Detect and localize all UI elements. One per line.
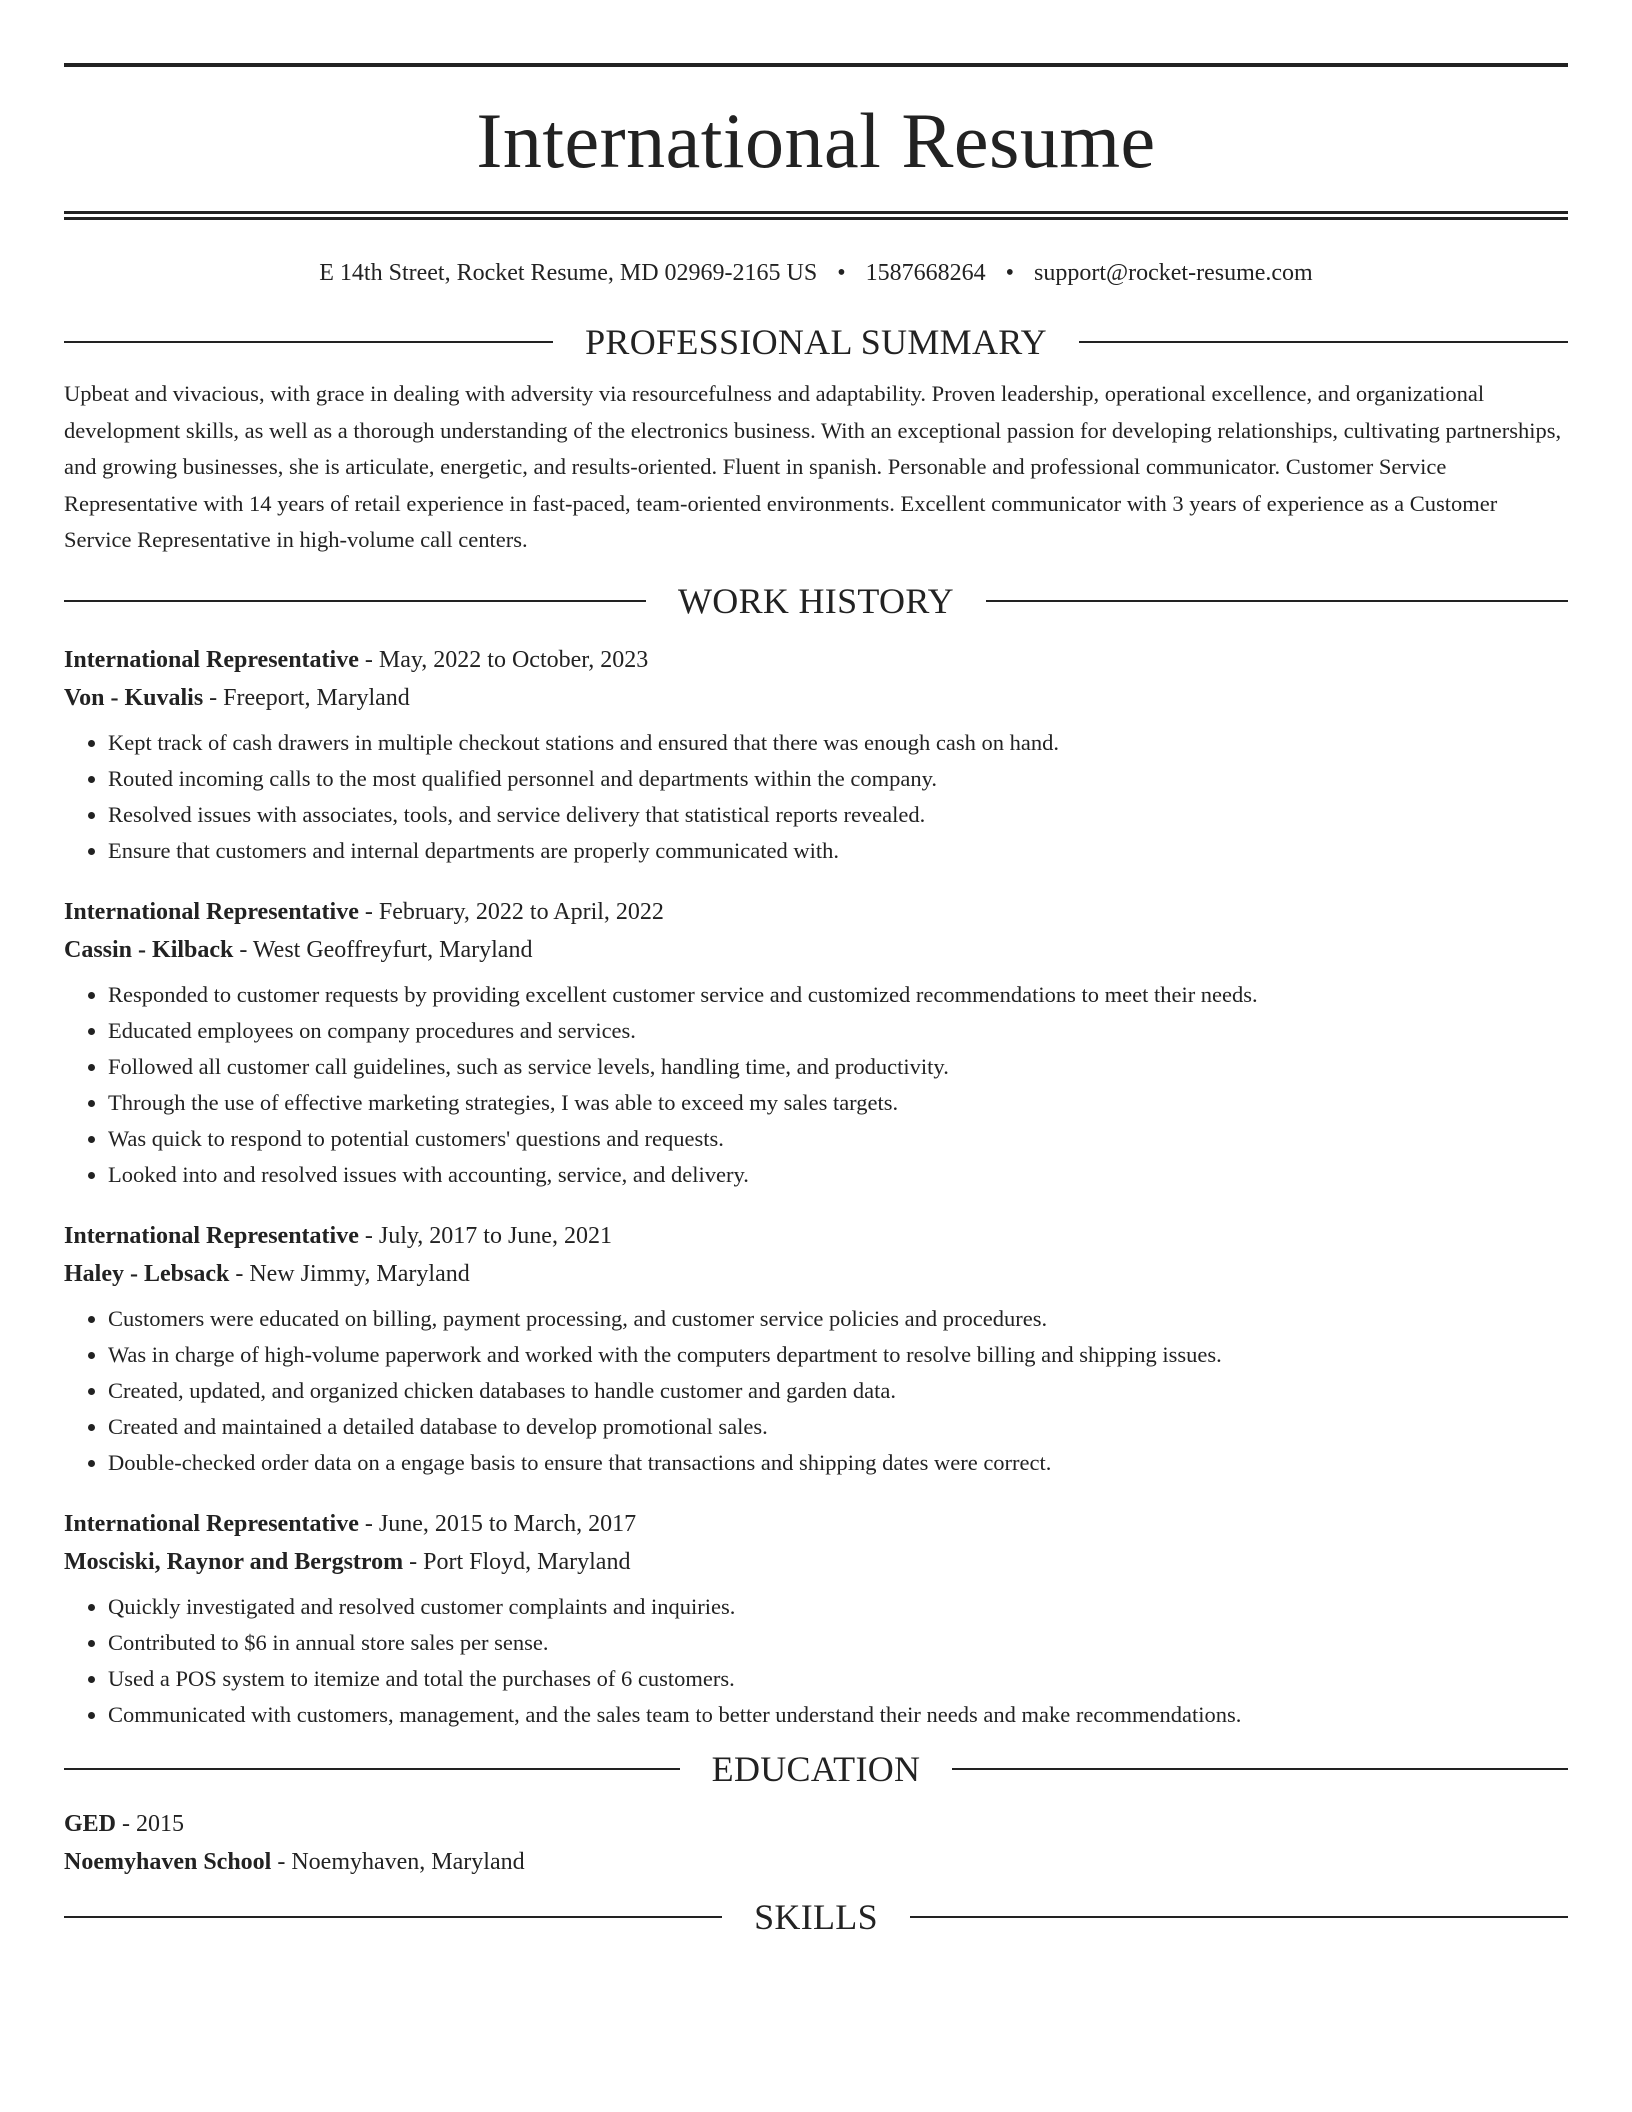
- work-heading-label: WORK HISTORY: [678, 580, 954, 621]
- job-company-line: [64, 931, 1568, 969]
- job-title: International Representative: [64, 1510, 359, 1537]
- education-section-heading: [64, 1749, 1568, 1789]
- contact-separator: •: [1005, 260, 1015, 286]
- job-bullet: • Created, updated, and organized chicken databases to handle customer and garden data.: [108, 1373, 1568, 1409]
- job-dates: - May, 2022 to October, 2023: [358, 646, 649, 673]
- heading-rule-left: [64, 1768, 680, 1770]
- contact-separator: •: [837, 260, 846, 286]
- job-bullet: • Ensure that customers and internal departments are properly communicated with.: [108, 833, 1568, 869]
- job-dates: - July, 2017 to June, 2021: [358, 1222, 612, 1249]
- education-school: Noemyhaven School: [64, 1848, 272, 1875]
- job-bullet: • Quickly investigated and resolved customer complaints and inquiries.: [108, 1589, 1568, 1625]
- job-bullet: • Used a POS system to itemize and total the purchases of 6 customers.: [108, 1661, 1568, 1697]
- education-location: - Noemyhaven, Maryland: [271, 1848, 525, 1875]
- summary-section-heading: [64, 322, 1568, 362]
- heading-rule-left: [64, 1916, 722, 1918]
- job-bullet: • Through the use of effective marketing strategies, I was able to exceed my sales targets.: [108, 1085, 1568, 1121]
- title-double-rule: [64, 211, 1568, 220]
- education-school-line: [64, 1843, 1568, 1881]
- job-location: - Port Floyd, Maryland: [403, 1548, 631, 1575]
- job-bullet: • Customers were educated on billing, payment processing, and customer service policies and procedures.: [108, 1301, 1568, 1337]
- job-bullet: • Followed all customer call guidelines, such as service levels, handling time, and productivity.: [108, 1049, 1568, 1085]
- job-bullet: • Double-checked order data on a engage basis to ensure that transactions and shipping dates were correct.: [108, 1445, 1568, 1481]
- contact-email: support@rocket-resume.com: [1034, 260, 1313, 286]
- education-year: - 2015: [116, 1810, 185, 1837]
- education-entry: [64, 1805, 1568, 1881]
- heading-rule-left: [64, 341, 553, 343]
- job-dates: - February, 2022 to April, 2022: [358, 898, 664, 925]
- education-degree-line: [64, 1805, 1568, 1843]
- job-company-line: [64, 1543, 1568, 1581]
- job-bullets: [64, 725, 1568, 869]
- contact-phone: 1587668264: [865, 260, 986, 286]
- job-dates: - June, 2015 to March, 2017: [358, 1510, 637, 1537]
- job-bullets: [64, 1589, 1568, 1733]
- job-company-line: [64, 679, 1568, 717]
- job-company: Von - Kuvalis: [64, 684, 204, 711]
- job-bullet: • Resolved issues with associates, tools, and service delivery that statistical reports revealed.: [108, 797, 1568, 833]
- contact-address: E 14th Street, Rocket Resume, MD 02969-2165 US: [319, 260, 818, 286]
- job-entry: [64, 1505, 1568, 1733]
- heading-rule-right: [952, 1768, 1568, 1770]
- job-bullet: • Routed incoming calls to the most qualified personnel and departments within the company.: [108, 761, 1568, 797]
- job-title: International Representative: [64, 646, 359, 673]
- job-title: International Representative: [64, 1222, 359, 1249]
- job-bullet: • Was quick to respond to potential customers' questions and requests.: [108, 1121, 1568, 1157]
- work-history-list: [64, 641, 1568, 1733]
- job-company: Mosciski, Raynor and Bergstrom: [64, 1548, 404, 1575]
- skills-heading-label: SKILLS: [754, 1896, 878, 1937]
- job-bullet: • Created and maintained a detailed database to develop promotional sales.: [108, 1409, 1568, 1445]
- resume-title: International Resume: [476, 97, 1156, 184]
- job-company: Cassin - Kilback: [64, 936, 234, 963]
- job-entry: [64, 893, 1568, 1193]
- resume-page: [64, 63, 1568, 1937]
- job-entry: [64, 1217, 1568, 1481]
- contact-line: [64, 258, 1568, 288]
- summary-heading-label: PROFESSIONAL SUMMARY: [585, 322, 1047, 362]
- job-location: - West Geoffreyfurt, Maryland: [233, 936, 533, 963]
- job-bullet: • Was in charge of high-volume paperwork and worked with the computers department to resolve billing and shipping issues.: [108, 1337, 1568, 1373]
- job-location: - New Jimmy, Maryland: [229, 1260, 470, 1287]
- job-title-line: [64, 893, 1568, 931]
- job-bullet: • Educated employees on company procedures and services.: [108, 1013, 1568, 1049]
- job-bullets: [64, 1301, 1568, 1481]
- job-company-line: [64, 1255, 1568, 1293]
- job-title-line: [64, 1217, 1568, 1255]
- heading-rule-left: [64, 600, 646, 602]
- job-entry: [64, 641, 1568, 869]
- job-bullet: • Responded to customer requests by providing excellent customer service and customized recommendations to meet their needs.: [108, 977, 1568, 1013]
- education-degree: GED: [64, 1810, 117, 1837]
- job-bullet: • Looked into and resolved issues with accounting, service, and delivery.: [108, 1157, 1568, 1193]
- job-title-line: [64, 641, 1568, 679]
- education-heading-label: EDUCATION: [711, 1748, 921, 1789]
- summary-paragraph: Upbeat and vivacious, with grace in dealing with adversity via resourcefulness and adaptability. Proven leadership, operational excellence, and organizational development skills, as well as a thorough understanding of the electronics business. With an exceptional passion for developing relationships, cultivating partnerships, and growing businesses, she is articulate, energetic, and results-oriented. Fluent in spanish. Personable and professional communicator. Customer Service Representative with 14 years of retail experience in fast-paced, team-oriented environments. Excellent communicator with 3 years of experience as a Customer Service Representative in high-volume call centers.: [64, 381, 1562, 552]
- job-location: - Freeport, Maryland: [203, 684, 410, 711]
- heading-rule-right: [910, 1916, 1568, 1918]
- heading-rule-right: [1079, 341, 1568, 343]
- top-rule: [64, 63, 1568, 67]
- job-bullet: • Communicated with customers, management, and the sales team to better understand their needs and make recommendations.: [108, 1697, 1568, 1733]
- job-company: Haley - Lebsack: [64, 1260, 230, 1287]
- job-bullet: • Kept track of cash drawers in multiple checkout stations and ensured that there was enough cash on hand.: [108, 725, 1568, 761]
- job-title-line: [64, 1505, 1568, 1543]
- skills-section-heading: [64, 1897, 1568, 1937]
- heading-rule-right: [986, 600, 1568, 602]
- work-section-heading: [64, 581, 1568, 621]
- job-title: International Representative: [64, 898, 359, 925]
- job-bullet: • Contributed to $6 in annual store sales per sense.: [108, 1625, 1568, 1661]
- job-bullets: [64, 977, 1568, 1193]
